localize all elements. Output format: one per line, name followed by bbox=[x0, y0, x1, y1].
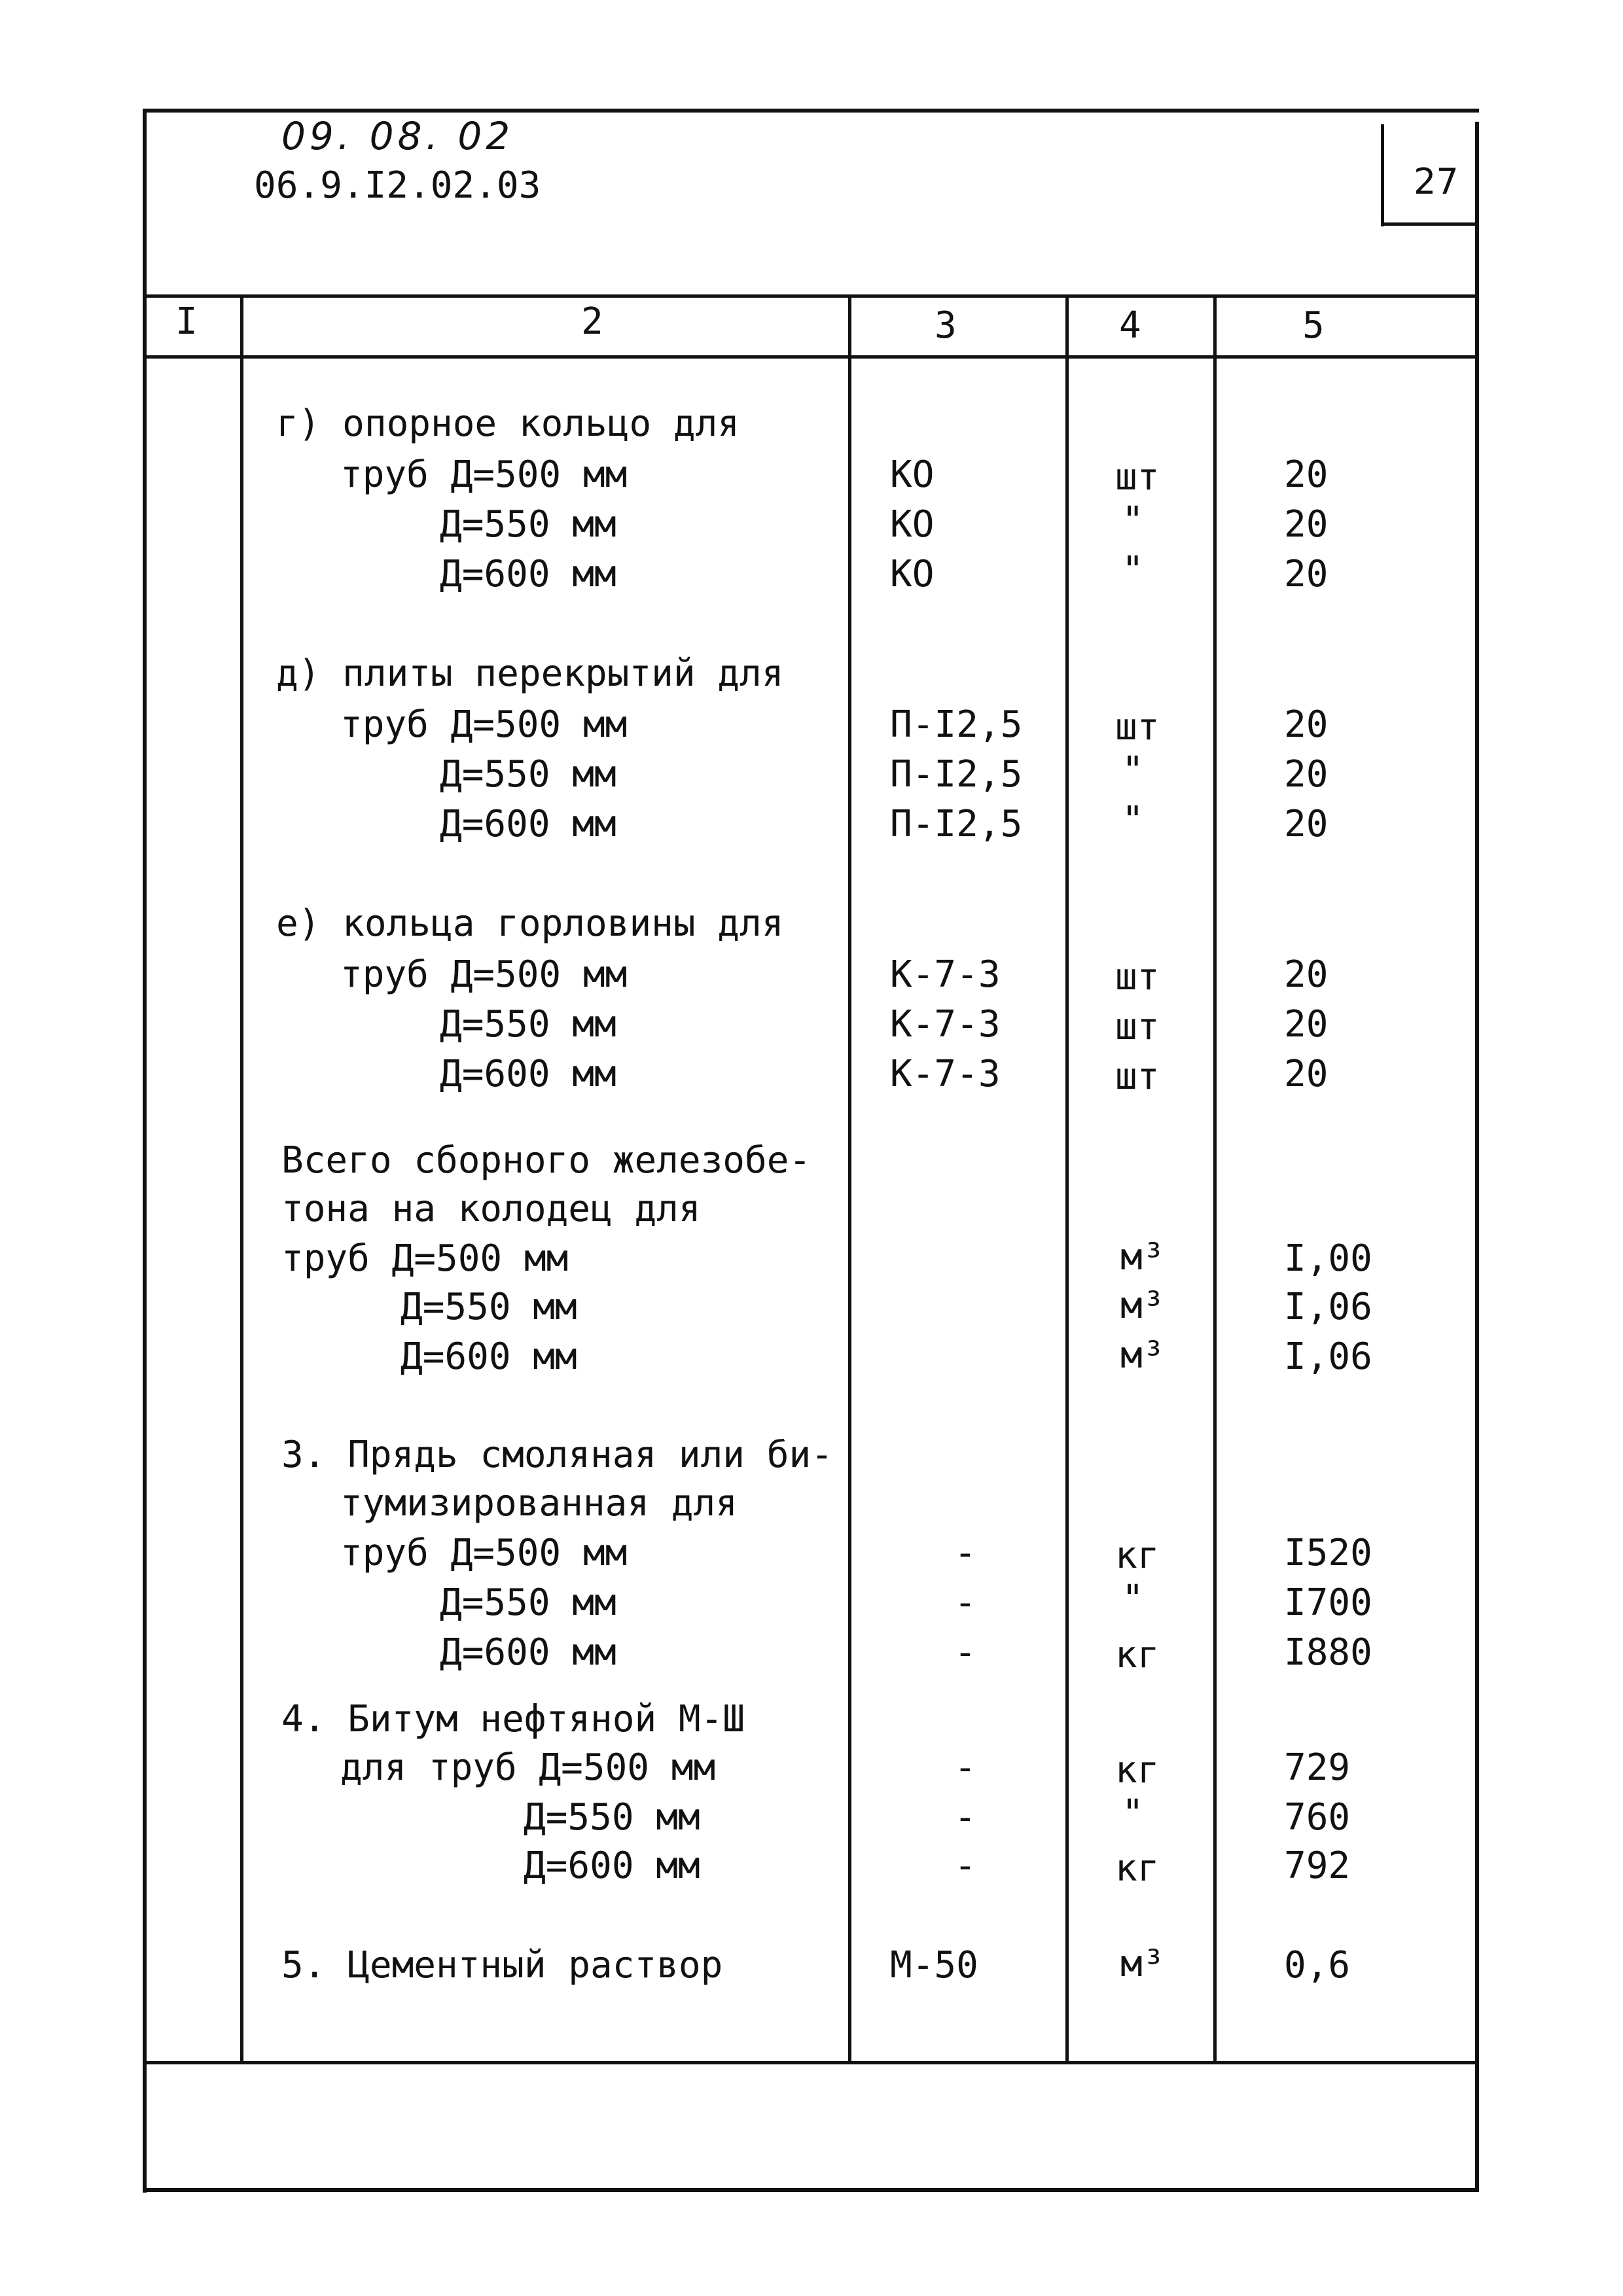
item-mark: - bbox=[954, 1581, 976, 1624]
item-mark: К-7-3 bbox=[890, 1003, 1001, 1046]
item-label: е) кольца горловины для bbox=[276, 902, 784, 945]
table-top-line bbox=[145, 294, 1476, 298]
item-mark: М-50 bbox=[890, 1944, 978, 1987]
item-label: Д=550 мм bbox=[440, 753, 616, 796]
item-unit: " bbox=[1122, 1792, 1144, 1835]
item-unit: м³ bbox=[1120, 1943, 1165, 1985]
item-mark: - bbox=[954, 1631, 976, 1674]
item-quantity: 20 bbox=[1284, 503, 1329, 546]
item-label: Д=550 мм bbox=[440, 1581, 616, 1624]
item-quantity: 20 bbox=[1284, 1003, 1329, 1046]
item-quantity: 20 bbox=[1284, 953, 1329, 996]
item-quantity: 20 bbox=[1284, 453, 1329, 496]
item-unit: кг bbox=[1115, 1634, 1160, 1676]
page-number: 27 bbox=[1414, 161, 1459, 202]
item-quantity: 729 bbox=[1284, 1746, 1351, 1789]
document-code-handwritten: 09. 08. 02 bbox=[281, 114, 514, 158]
col-header-2: 2 bbox=[581, 300, 603, 343]
item-mark: П-I2,5 bbox=[890, 803, 1023, 845]
col-divider-2 bbox=[848, 294, 851, 2063]
frame-left bbox=[143, 109, 147, 2193]
item-mark: П-I2,5 bbox=[890, 703, 1023, 746]
item-quantity: I,00 bbox=[1284, 1237, 1372, 1280]
item-label: для труб Д=500 мм bbox=[340, 1746, 716, 1789]
item-label: 3. Прядь смоляная или би- bbox=[281, 1434, 833, 1476]
item-unit: шт bbox=[1115, 706, 1160, 749]
document-code: 06.9.I2.02.03 bbox=[254, 164, 541, 207]
item-unit: м³ bbox=[1120, 1334, 1165, 1377]
item-label: Д=600 мм bbox=[524, 1845, 700, 1887]
item-quantity: 20 bbox=[1284, 553, 1329, 595]
item-label: Д=600 мм bbox=[440, 553, 616, 595]
item-quantity: 760 bbox=[1284, 1796, 1351, 1839]
item-label: труб Д=500 мм bbox=[340, 1532, 628, 1574]
item-quantity: I880 bbox=[1284, 1631, 1372, 1674]
item-label: 4. Битум нефтяной М-Ш bbox=[281, 1698, 745, 1740]
item-label: Д=550 мм bbox=[524, 1796, 700, 1839]
item-quantity: 792 bbox=[1284, 1845, 1351, 1887]
item-quantity: 20 bbox=[1284, 703, 1329, 746]
item-label: Д=550 мм bbox=[440, 503, 616, 546]
item-mark: - bbox=[954, 1845, 976, 1887]
item-label: Д=600 мм bbox=[440, 803, 616, 845]
frame-bottom bbox=[143, 2188, 1479, 2192]
item-label: Д=550 мм bbox=[401, 1286, 577, 1328]
item-unit: " bbox=[1122, 799, 1144, 841]
item-quantity: I520 bbox=[1284, 1532, 1372, 1574]
item-label: 5. Цементный раствор bbox=[281, 1944, 723, 1987]
item-unit: кг bbox=[1115, 1534, 1160, 1577]
item-unit: " bbox=[1122, 549, 1144, 592]
item-mark: - bbox=[954, 1796, 976, 1839]
item-mark: К-7-3 bbox=[890, 953, 1001, 996]
item-mark: К-7-3 bbox=[890, 1053, 1001, 1095]
item-quantity: 0,6 bbox=[1284, 1944, 1351, 1987]
item-quantity: 20 bbox=[1284, 1053, 1329, 1095]
item-mark: КО bbox=[890, 453, 935, 496]
col-divider-4 bbox=[1213, 294, 1217, 2063]
frame-right bbox=[1475, 122, 1479, 2191]
item-unit: шт bbox=[1115, 1055, 1160, 1098]
item-mark: - bbox=[954, 1532, 976, 1574]
item-label: Всего сборного железобе- bbox=[281, 1139, 812, 1182]
item-quantity: I,06 bbox=[1284, 1335, 1372, 1378]
col-header-3: 3 bbox=[935, 304, 957, 347]
col-divider-3 bbox=[1065, 294, 1069, 2063]
item-unit: кг bbox=[1115, 1749, 1160, 1792]
item-label: труб Д=500 мм bbox=[340, 703, 628, 746]
item-label: тона на колодец для bbox=[281, 1188, 701, 1230]
pagebox-left bbox=[1381, 124, 1384, 226]
item-label: г) опорное кольцо для bbox=[276, 402, 740, 445]
header-bottom-line bbox=[145, 355, 1476, 359]
item-mark: - bbox=[954, 1746, 976, 1789]
item-unit: м³ bbox=[1120, 1284, 1165, 1327]
item-unit: " bbox=[1122, 499, 1144, 542]
item-label: Д=600 мм bbox=[440, 1053, 616, 1095]
item-label: Д=600 мм bbox=[440, 1631, 616, 1674]
item-unit: шт bbox=[1115, 1006, 1160, 1048]
item-label: труб Д=500 мм bbox=[340, 453, 628, 496]
item-label: д) плиты перекрытий для bbox=[276, 652, 784, 695]
item-label: Д=550 мм bbox=[440, 1003, 616, 1046]
item-unit: " bbox=[1122, 749, 1144, 792]
item-mark: КО bbox=[890, 503, 935, 546]
item-unit: шт bbox=[1115, 456, 1160, 499]
item-quantity: I700 bbox=[1284, 1581, 1372, 1624]
item-label: тумизированная для bbox=[340, 1482, 738, 1525]
item-quantity: I,06 bbox=[1284, 1286, 1372, 1328]
item-unit: кг bbox=[1115, 1847, 1160, 1890]
item-unit: шт bbox=[1115, 956, 1160, 998]
item-quantity: 20 bbox=[1284, 803, 1329, 845]
col-divider-1 bbox=[240, 294, 243, 2063]
frame-top bbox=[145, 109, 1479, 113]
item-label: Д=600 мм bbox=[401, 1335, 577, 1378]
item-quantity: 20 bbox=[1284, 753, 1329, 796]
item-label: труб Д=500 мм bbox=[340, 953, 628, 996]
item-mark: П-I2,5 bbox=[890, 753, 1023, 796]
col-header-1: I bbox=[175, 300, 198, 343]
item-unit: " bbox=[1122, 1578, 1144, 1620]
table-bottom-line bbox=[145, 2061, 1476, 2064]
pagebox-bottom bbox=[1381, 222, 1478, 226]
col-header-5: 5 bbox=[1302, 304, 1325, 347]
col-header-4: 4 bbox=[1119, 304, 1141, 347]
item-unit: м³ bbox=[1120, 1236, 1165, 1279]
item-label: труб Д=500 мм bbox=[281, 1237, 569, 1280]
item-mark: КО bbox=[890, 553, 935, 595]
